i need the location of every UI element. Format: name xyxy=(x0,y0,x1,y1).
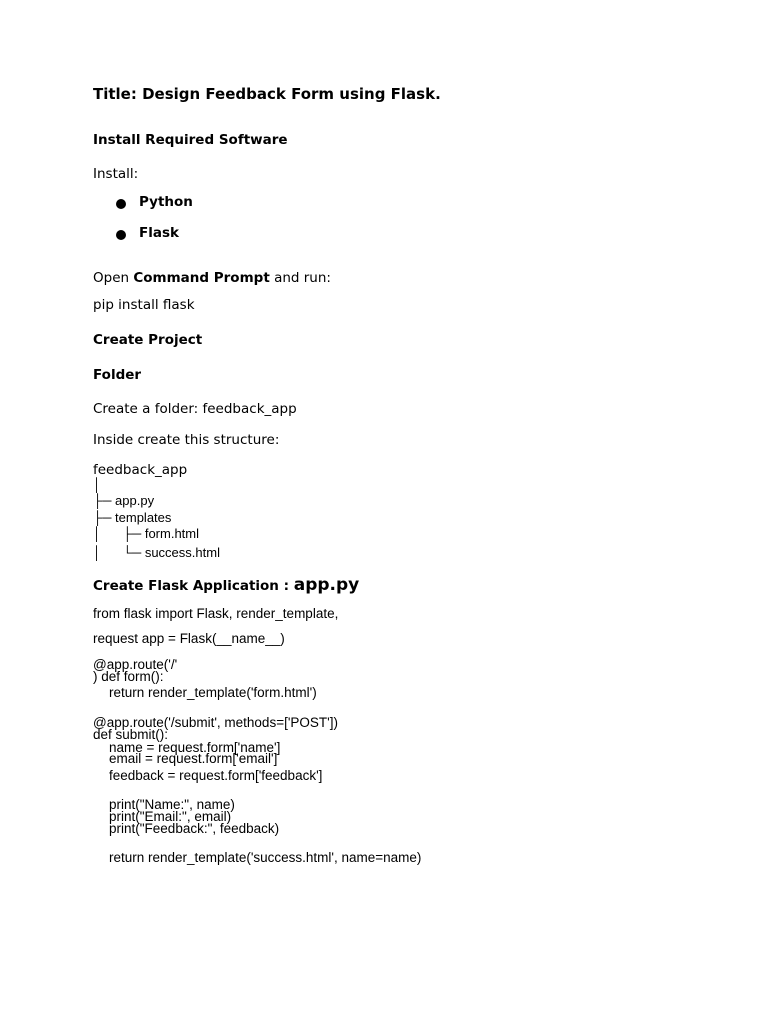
tree-line: │ xyxy=(93,477,102,492)
heading-create-project: Create Project xyxy=(93,332,203,348)
open-suffix: and run: xyxy=(269,270,331,286)
code-line: email = request.form['email'] xyxy=(109,751,278,766)
code-line: @app.route('/submit', methods=['POST']) xyxy=(93,715,338,730)
code-line: print("Feedback:", feedback) xyxy=(109,821,280,836)
command-prompt-bold: Command Prompt xyxy=(133,270,270,286)
document-title: Title: Design Feedback Form using Flask. xyxy=(93,85,441,103)
code-line: @app.route('/' xyxy=(93,657,178,672)
install-label: Install: xyxy=(93,166,139,182)
bullet-dot-icon xyxy=(116,230,126,240)
code-line: print("Email:", email) xyxy=(109,809,232,824)
code-line: def submit(): xyxy=(93,727,169,742)
inside-structure-text: Inside create this structure: xyxy=(93,432,280,448)
code-line: print("Name:", name) xyxy=(109,797,235,812)
bullet-item-python: Python xyxy=(139,194,193,210)
open-command-prompt-line xyxy=(93,270,331,286)
code-line: request app = Flask(__name__) xyxy=(93,631,285,646)
bullet-dot-icon xyxy=(116,199,126,209)
create-folder-text: Create a folder: feedback_app xyxy=(93,401,297,417)
heading-app-prefix: Create Flask Application : xyxy=(93,578,294,594)
heading-create-flask-application xyxy=(93,575,359,595)
pip-install-command: pip install flask xyxy=(93,297,195,313)
tree-item-form-html: │ ├─ form.html xyxy=(93,526,199,541)
code-line: name = request.form['name'] xyxy=(109,740,281,755)
code-line: return render_template('form.html') xyxy=(109,685,317,700)
code-line: return render_template('success.html', name=name) xyxy=(109,850,422,865)
heading-install-required-software: Install Required Software xyxy=(93,132,288,148)
code-line: ) def form(): xyxy=(93,669,164,684)
bullet-item-flask: Flask xyxy=(139,225,179,241)
tree-item-templates: ├─ templates xyxy=(93,510,172,525)
code-line: from flask import Flask, render_template, xyxy=(93,606,339,621)
tree-root: feedback_app xyxy=(93,462,188,478)
code-line: feedback = request.form['feedback'] xyxy=(109,768,323,783)
heading-app-filename: app.py xyxy=(293,575,360,595)
tree-item-success-html: │ └─ success.html xyxy=(93,545,220,560)
heading-folder: Folder xyxy=(93,367,142,383)
tree-item-app-py: ├─ app.py xyxy=(93,493,155,508)
open-prefix: Open xyxy=(93,270,134,286)
